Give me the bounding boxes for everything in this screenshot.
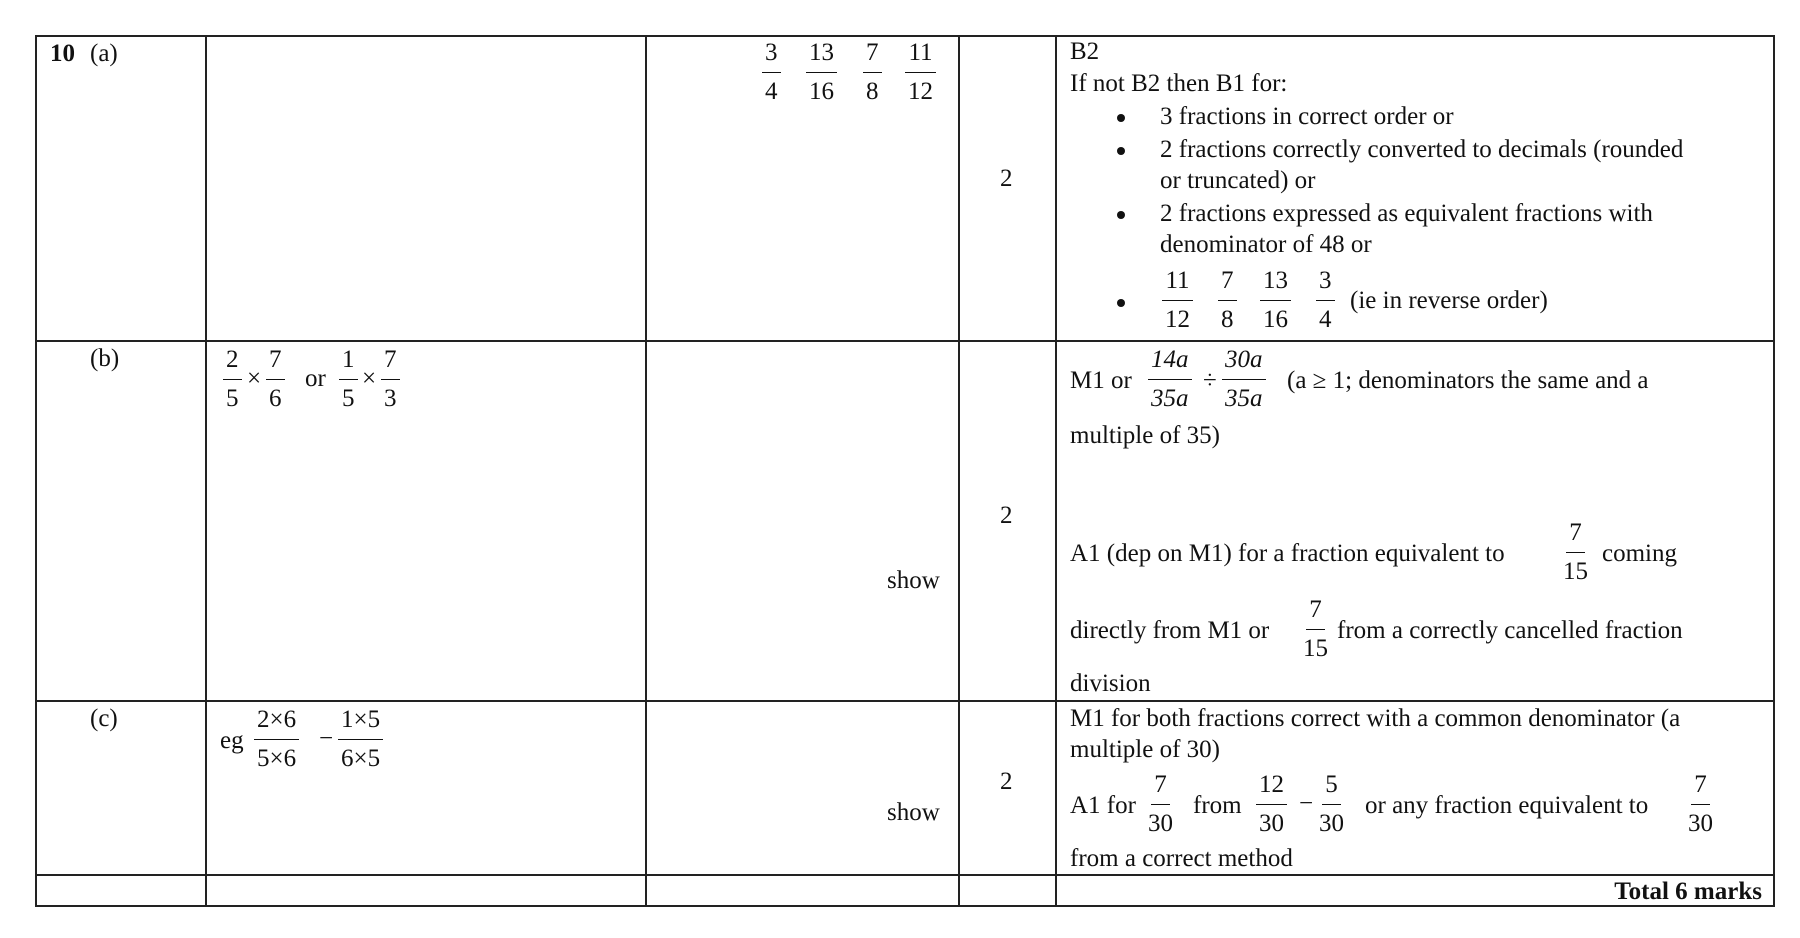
note-line: or any fraction equivalent to (1365, 792, 1649, 819)
denominator: 15 (1303, 635, 1328, 662)
numerator: 7 (266, 345, 285, 380)
note-line: A1 (dep on M1) for a fraction equivalent to (1070, 540, 1505, 567)
note-fraction (1145, 770, 1176, 839)
numerator: 7 (1566, 518, 1585, 553)
bullet-icon (1117, 211, 1125, 219)
note-bullet: (ie in reverse order) (1350, 287, 1548, 314)
row-divider (35, 700, 1775, 702)
numerator: 11 (1162, 266, 1192, 301)
minus-sign: − (1299, 790, 1314, 817)
answer-fraction (806, 38, 837, 107)
denominator: 6 (269, 385, 282, 412)
note-bullet-cont: denominator of 48 or (1160, 231, 1372, 258)
denominator: 30 (1259, 810, 1284, 837)
note-bullet-cont: or truncated) or (1160, 167, 1316, 194)
numerator: 5 (1322, 770, 1341, 805)
note-fraction (1256, 770, 1287, 839)
working-fraction (254, 705, 299, 774)
note-line: M1 for both fractions correct with a common denominator (a (1070, 705, 1681, 732)
denominator: 35a (1225, 385, 1263, 412)
note-bullet: 2 fractions expressed as equivalent fractions with (1160, 200, 1653, 227)
numerator: 7 (1151, 770, 1170, 805)
denominator: 15 (1563, 558, 1588, 585)
mark-value: 2 (1000, 502, 1013, 529)
denominator: 30 (1319, 810, 1344, 837)
denominator: 16 (1263, 306, 1288, 333)
note-fraction (1260, 266, 1291, 335)
denominator: 6×5 (341, 745, 381, 772)
working-fraction (381, 345, 400, 414)
answer-show: show (887, 799, 940, 826)
part-label-a: (a) (90, 40, 118, 67)
times-sign: × (362, 365, 377, 392)
numerator: 1×5 (338, 705, 383, 740)
denominator: 3 (384, 385, 397, 412)
row-divider (35, 874, 1775, 876)
answer-fraction (905, 38, 936, 107)
note-fraction (1300, 595, 1331, 664)
denominator: 5 (342, 385, 355, 412)
note-line: from a correctly cancelled fraction (1337, 617, 1683, 644)
note-fraction (1316, 770, 1347, 839)
working-fraction (338, 705, 383, 774)
part-label-c: (c) (90, 705, 118, 732)
note-fraction (1222, 345, 1266, 414)
note-line: directly from M1 or (1070, 617, 1270, 644)
answer-fraction (762, 38, 781, 107)
denominator: 30 (1688, 810, 1713, 837)
numerator: 12 (1256, 770, 1287, 805)
numerator: 11 (905, 38, 935, 73)
numerator: 13 (1260, 266, 1291, 301)
note-fraction (1316, 266, 1335, 335)
total-marks: Total 6 marks (1614, 878, 1762, 905)
column-divider (1055, 35, 1057, 907)
numerator: 13 (806, 38, 837, 73)
numerator: 7 (1218, 266, 1237, 301)
denominator: 30 (1148, 810, 1173, 837)
note-line: multiple of 35) (1070, 422, 1220, 449)
eg-text: eg (220, 727, 244, 754)
numerator: 2 (223, 345, 242, 380)
divide-sign: ÷ (1203, 367, 1217, 394)
numerator: 14a (1148, 345, 1192, 380)
note-fraction (1162, 266, 1193, 335)
column-divider (958, 35, 960, 907)
numerator: 7 (1306, 595, 1325, 630)
note-fraction (1560, 518, 1591, 587)
numerator: 7 (381, 345, 400, 380)
bullet-icon (1117, 147, 1125, 155)
working-fraction (339, 345, 358, 414)
numerator: 30a (1222, 345, 1266, 380)
numerator: 3 (1316, 266, 1335, 301)
numerator: 3 (762, 38, 781, 73)
part-label-b: (b) (90, 345, 120, 372)
bullet-icon (1117, 299, 1125, 307)
note-line: from (1193, 792, 1242, 819)
working-fraction (223, 345, 242, 414)
note-line: (a ≥ 1; denominators the same and a (1287, 367, 1649, 394)
denominator: 35a (1151, 385, 1189, 412)
minus-sign: − (319, 725, 334, 752)
note-line: A1 for (1070, 792, 1136, 819)
denominator: 4 (765, 78, 778, 105)
note-line: division (1070, 670, 1151, 697)
denominator: 5 (226, 385, 239, 412)
note-fraction (1685, 770, 1716, 839)
answer-show: show (887, 567, 940, 594)
denominator: 5×6 (257, 745, 297, 772)
or-text: or (305, 365, 326, 392)
denominator: 8 (1221, 306, 1234, 333)
question-number: 10 (50, 40, 75, 67)
denominator: 8 (866, 78, 879, 105)
note-fraction (1218, 266, 1237, 335)
note-fraction (1148, 345, 1192, 414)
working-fraction (266, 345, 285, 414)
denominator: 4 (1319, 306, 1332, 333)
bullet-icon (1117, 114, 1125, 122)
denominator: 16 (809, 78, 834, 105)
column-divider (205, 35, 207, 907)
note-bullet: 3 fractions in correct order or (1160, 103, 1454, 130)
column-divider (645, 35, 647, 907)
note-line: If not B2 then B1 for: (1070, 70, 1288, 97)
numerator: 1 (339, 345, 358, 380)
mark-value: 2 (1000, 768, 1013, 795)
note-line: M1 or (1070, 367, 1132, 394)
denominator: 12 (1165, 306, 1190, 333)
numerator: 7 (1691, 770, 1710, 805)
mark-value: 2 (1000, 165, 1013, 192)
row-divider (35, 340, 1775, 342)
times-sign: × (247, 365, 262, 392)
numerator: 2×6 (254, 705, 299, 740)
note-line: multiple of 30) (1070, 736, 1220, 763)
note-line: coming (1602, 540, 1677, 567)
answer-fraction (863, 38, 882, 107)
numerator: 7 (863, 38, 882, 73)
note-line: B2 (1070, 38, 1100, 65)
note-line: from a correct method (1070, 845, 1293, 872)
note-bullet: 2 fractions correctly converted to decimals (rounded (1160, 136, 1684, 163)
denominator: 12 (908, 78, 933, 105)
